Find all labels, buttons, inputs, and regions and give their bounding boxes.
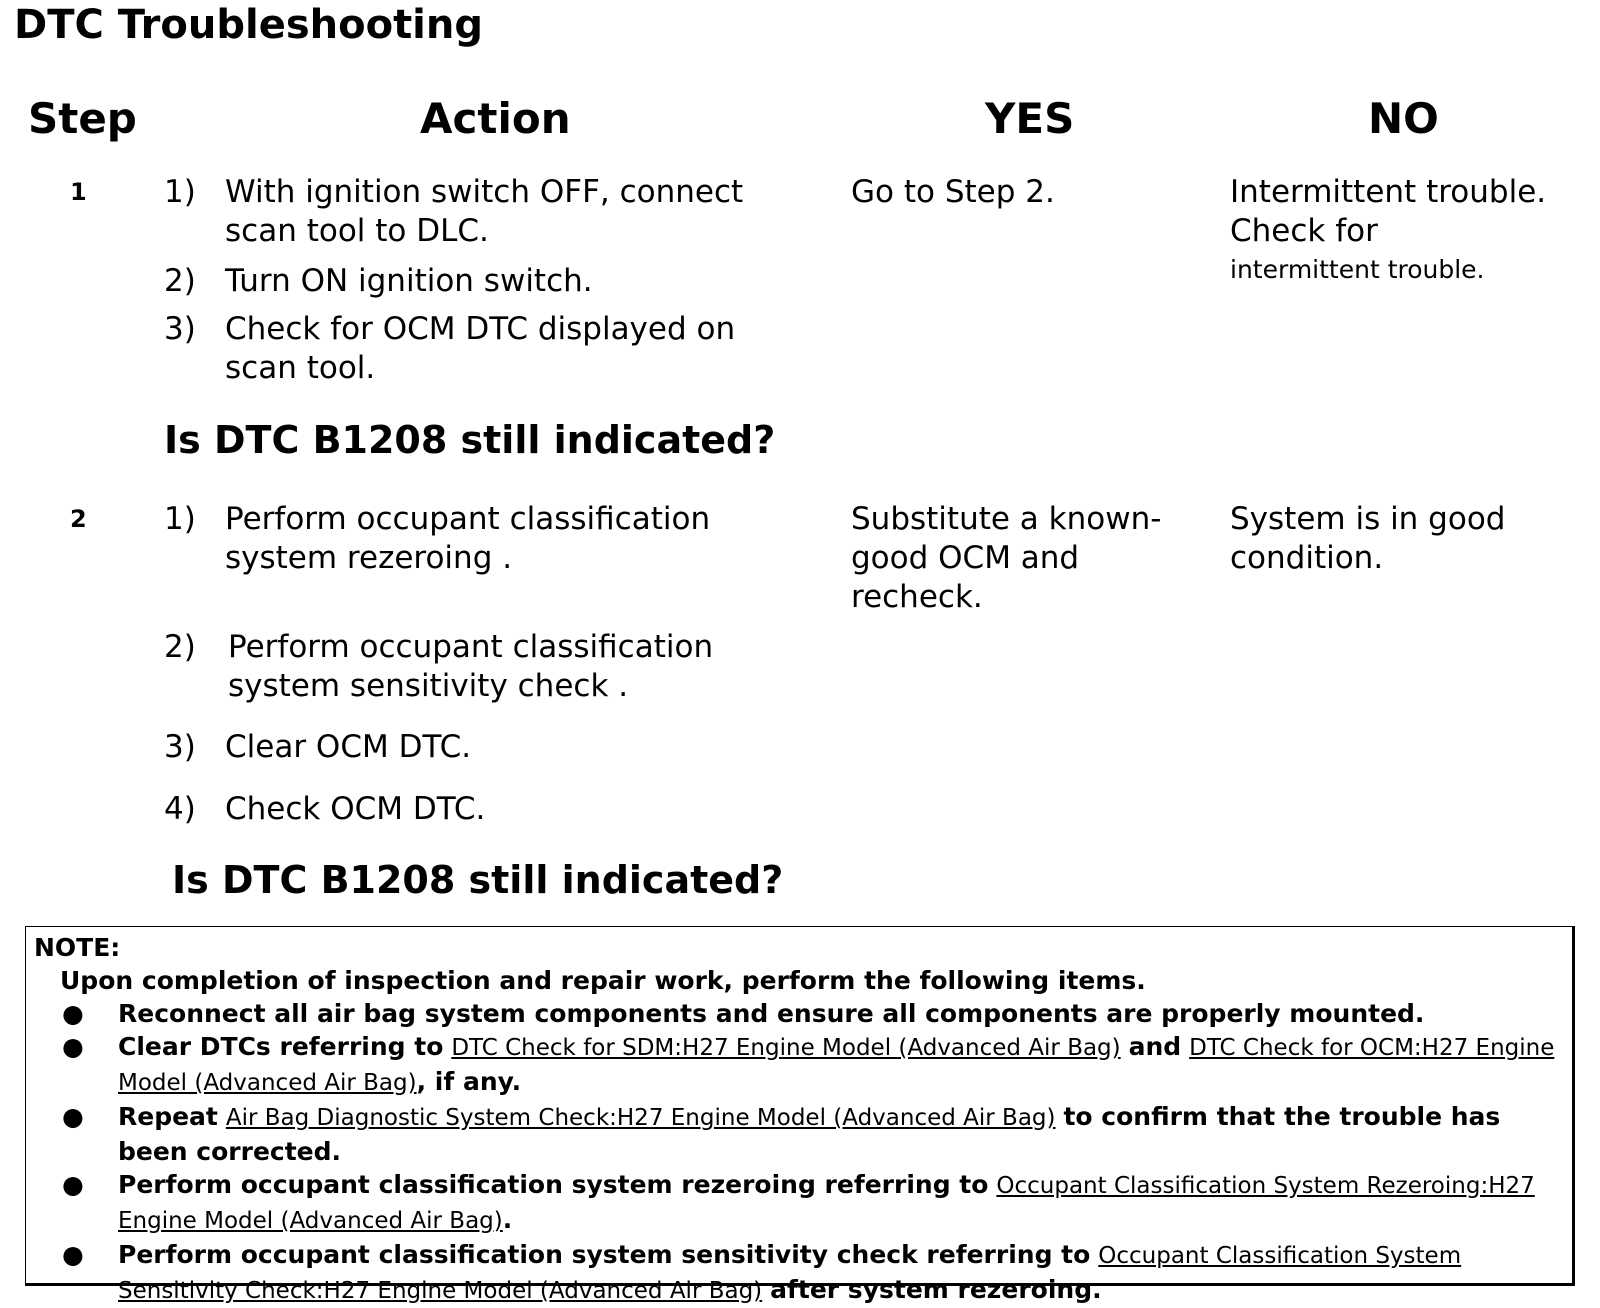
note-item-text: after system rezeroing. [770,1275,1102,1304]
bullet-icon: ● [62,1032,84,1061]
action-text: Perform occupant classification system rezeroing . [225,501,711,576]
note-item-text: Perform occupant classification system sensitivity check referring to [118,1240,1091,1269]
list-item [34,997,1564,1030]
note-item-text: , if any. [416,1067,522,1096]
link-sensitivity-check[interactable]: Occupant Classification System Sensitivity Check:H27 Engine Model (Advanced Air Bag) [118,1243,1462,1304]
action-text: Check OCM DTC. [225,791,486,827]
no-text: System is in good condition. [1230,501,1506,576]
note-item-text: Reconnect all air bag system components and ensure all components are properly mounted. [118,999,1425,1028]
action-number: 4) [164,791,196,827]
header-no: NO [1368,94,1439,143]
note-item-text: and [1128,1032,1182,1061]
note-label: NOTE: [34,933,121,962]
action-number: 2) [164,263,196,299]
note-item-text: Clear DTCs referring to [118,1032,444,1061]
note-list [34,997,1564,1308]
header-action: Action [420,94,571,143]
step-number: 1 [70,178,87,206]
bullet-icon: ● [62,999,84,1028]
no-text: Intermittent trouble. Check for [1230,174,1547,249]
step-question: Is DTC B1208 still indicated? [172,858,784,902]
step-question: Is DTC B1208 still indicated? [164,418,776,462]
step-number: 2 [70,505,87,533]
link-air-bag-diagnostic-check[interactable]: Air Bag Diagnostic System Check:H27 Engine Model (Advanced Air Bag) [225,1105,1056,1131]
action-text: Clear OCM DTC. [225,729,472,765]
link-dtc-check-sdm[interactable]: DTC Check for SDM:H27 Engine Model (Advanced Air Bag) [451,1035,1121,1061]
yes-text: Substitute a known-good OCM and recheck. [851,501,1162,615]
action-text: With ignition switch OFF, connect scan tool to DLC. [225,174,744,249]
action-number: 1) [164,174,196,210]
action-number: 3) [164,311,196,347]
bullet-icon: ● [62,1102,84,1131]
page-title: DTC Troubleshooting [14,2,484,48]
action-number: 2) [164,629,196,665]
list-item [34,1168,1564,1238]
note-item-text: to confirm that the trouble has been corrected. [118,1102,1501,1166]
action-number: 1) [164,501,196,537]
note-box [25,926,1575,1304]
header-yes: YES [985,94,1075,143]
action-text: Perform occupant classification system sensitivity check . [228,629,714,704]
list-item [34,1030,1564,1100]
link-dtc-check-ocm[interactable]: DTC Check for OCM:H27 Engine Model (Advanced Air Bag) [118,1035,1555,1096]
action-number: 3) [164,729,196,765]
note-item-text: . [502,1205,513,1234]
note-item-text: Perform occupant classification system rezeroing referring to [118,1170,989,1199]
header-step: Step [28,94,137,143]
note-intro: Upon completion of inspection and repair work, perform the following items. [60,966,1146,995]
bullet-icon: ● [62,1170,84,1199]
link-rezeroing[interactable]: Occupant Classification System Rezeroing:H27 Engine Model (Advanced Air Bag) [118,1173,1535,1234]
bullet-icon: ● [62,1240,84,1269]
action-text: Turn ON ignition switch. [225,263,593,299]
action-text: Check for OCM DTC displayed on scan tool. [225,311,736,386]
note-item-text: Repeat [118,1102,218,1131]
no-text-small: intermittent trouble. [1230,255,1485,284]
yes-text: Go to Step 2. [851,174,1055,210]
list-item [34,1100,1564,1168]
